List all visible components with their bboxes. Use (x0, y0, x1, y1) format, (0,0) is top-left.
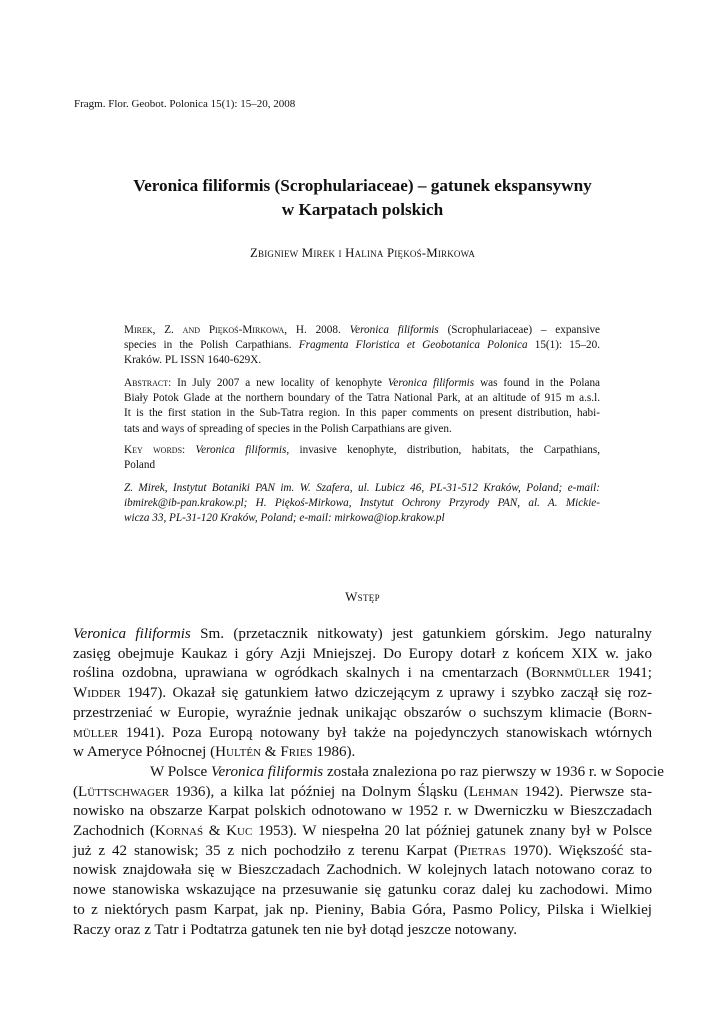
citation-line: Kraków. PL ISSN 1640-629X. (124, 354, 262, 367)
text-run: W Polsce (150, 763, 208, 780)
text-run: ( (73, 783, 79, 800)
abstract-label: Abstract: (124, 377, 172, 389)
species-name: Veronica filiformis (210, 763, 324, 780)
text-run: 1947). Okazał się gatunkiem łatwo dziczejącym z uprawy i szybko zaczął się roz- (127, 685, 652, 702)
abstract-text: was found in the Polana (480, 377, 601, 389)
keywords-text: , invasive kenophyte, distribution, habitats, the Carpathians, (286, 444, 601, 456)
text-run: przestrzeniać w Europie, wyraźnie jednak unikając obszarów o suchszym klimacie ( (73, 704, 614, 721)
title-line-1: Veronica filiformis (Scrophulariaceae) – gatunek ekspansywny (133, 176, 592, 195)
abstract-line (124, 376, 600, 391)
citation-journal: Fragmenta Floristica et Geobotanica Polonica (298, 339, 528, 352)
cited-author: Bornmüller (531, 665, 610, 682)
cited-author: Hultén & Fries (215, 744, 313, 761)
text-run: 1953). W niespełna 20 lat później gatunek znany był w Polsce (257, 823, 653, 840)
paragraph-line (73, 743, 652, 763)
paragraph-line (73, 822, 652, 842)
cited-author: Lehman (468, 783, 519, 800)
cited-author: müller (73, 724, 119, 741)
paragraph-line: to z niektórych pasm Karpat, jak np. Pieniny, Babia Góra, Pasmo Policy, Pilska i Wielkiej (73, 901, 652, 918)
citation-and: and (182, 324, 201, 336)
cited-author: Kornaś & Kuc (154, 823, 253, 840)
section-heading: Wstęp (345, 589, 380, 604)
article-authors: Zbigniew Mirek i Halina Piękoś-Mirkowa (249, 246, 476, 260)
paragraph-line (73, 625, 652, 645)
text-run: 1941). Poza Europą notowany był także na pojedynczych stanowiskach wtórnych (125, 724, 652, 741)
cited-author: Pietras (459, 842, 506, 859)
abstract-line: Biały Potok Glade at the northern boundary of the Tatra National Park, at an altitude of 915 m a.s.l. (124, 392, 600, 405)
text-run: 1941; (617, 665, 652, 682)
paragraph-line (73, 704, 652, 724)
species-name: Veronica filiformis (73, 626, 191, 642)
affiliation-block (124, 481, 600, 527)
text-run: już z 42 stanowisk; 35 z nich pochodziło z terenu Karpat ( (73, 842, 460, 859)
citation-text: 15(1): 15–20. (534, 339, 600, 352)
abstract-line: tats and ways of spreading of species in the Polish Carpathians are given. (124, 422, 452, 435)
affiliation-line: ibmirek@ib-pan.krakow.pl; H. Piękoś-Mirkowa, Instytut Ochrony Przyrody PAN, al. A. Mickie- (124, 497, 600, 510)
article-title (60, 174, 665, 222)
keywords-line (124, 443, 600, 458)
paragraph-line: nowe stanowiska wskazujące na przesuwanie się gatunku coraz dalej ku zachodowi. Mimo (73, 882, 652, 899)
affiliation-line: wicza 33, PL-31-120 Kraków, Poland; e-mail: mirkowa@iop.krakow.pl (124, 512, 445, 525)
citation-block (124, 323, 600, 369)
body-text (73, 625, 664, 940)
citation-author-2: Piękoś-Mirkowa (208, 324, 285, 336)
affiliation-line: Z. Mirek, Instytut Botaniki PAN im. W. Szafera, ul. Lubicz 46, PL-31-512 Kraków, Poland; e-mail: (124, 482, 600, 494)
cited-author: Lüttschwager (78, 783, 170, 800)
text-run: roślina ozdobna, uprawiana w ogródkach skalnych i na cmentarzach ( (73, 665, 532, 682)
paragraph-line: zasięg obejmuje Kaukaz i góry Azji Mniejszej. Do Europy dotarł z końcem XIX w. jako (73, 645, 652, 662)
paragraph-line: Raczy oraz z Tatr i Podtatrza gatunek ten nie był dotąd jeszcze notowany. (73, 921, 518, 938)
keywords-species: Veronica filiformis (195, 444, 287, 456)
text-run: w Ameryce Północnej ( (73, 744, 216, 761)
paragraph-line (73, 763, 664, 783)
text-run: 1942). Pierwsze sta- (524, 783, 652, 800)
text-run: 1986). (316, 744, 356, 761)
text-run: 1936), a kilka lat później na Dolnym Śląsku ( (175, 783, 469, 800)
paragraph-line (73, 842, 652, 862)
title-line-2: w Karpatach polskich (281, 200, 444, 219)
journal-reference: Fragm. Flor. Geobot. Polonica 15(1): 15–20, 2008 (74, 98, 296, 110)
keywords-label: Key words: (124, 444, 186, 456)
paragraph-line (73, 684, 652, 704)
paragraph-line: nowisk znajdowała się w Bieszczadach Zachodnich. W kolejnych latach notowano coraz to (73, 862, 652, 879)
citation-author: Mirek, Z. (124, 324, 174, 336)
paragraph-line (73, 724, 652, 744)
abstract-line: It is the first station in the Sub-Tatra region. In this paper comments on present distribution, habi- (124, 407, 600, 420)
citation-text: (Scrophulariaceae) – expansive (447, 324, 600, 336)
citation-line (124, 338, 600, 353)
text-run: Sm. (przetacznik nitkowaty) jest gatunkiem górskim. Jego naturalny (200, 626, 652, 642)
text-run: została znaleziona po raz pierwszy w 1936 r. w Sopocie (326, 763, 664, 780)
text-run: Zachodnich ( (73, 823, 155, 840)
abstract-block (124, 376, 600, 437)
abstract-species: Veronica filiformis (387, 377, 475, 389)
citation-year: , H. 2008. (284, 324, 341, 336)
cited-author: Widder (73, 685, 121, 702)
text-run: 1970). Większość sta- (512, 842, 652, 859)
cited-author: Born- (613, 704, 652, 721)
keywords-block (124, 443, 600, 473)
citation-line (124, 323, 600, 338)
citation-species: Veronica filiformis (349, 324, 439, 336)
citation-text: species in the Polish Carpathians. (124, 339, 292, 352)
paragraph-line (73, 783, 652, 803)
paragraph-line (73, 664, 652, 684)
abstract-text: In July 2007 a new locality of kenophyte (177, 377, 382, 389)
keywords-line: Poland (124, 459, 156, 472)
paragraph-line: nowisko na obszarze Karpat polskich odnotowano w 1952 r. w Dwerniczku w Bieszczadach (73, 803, 652, 820)
